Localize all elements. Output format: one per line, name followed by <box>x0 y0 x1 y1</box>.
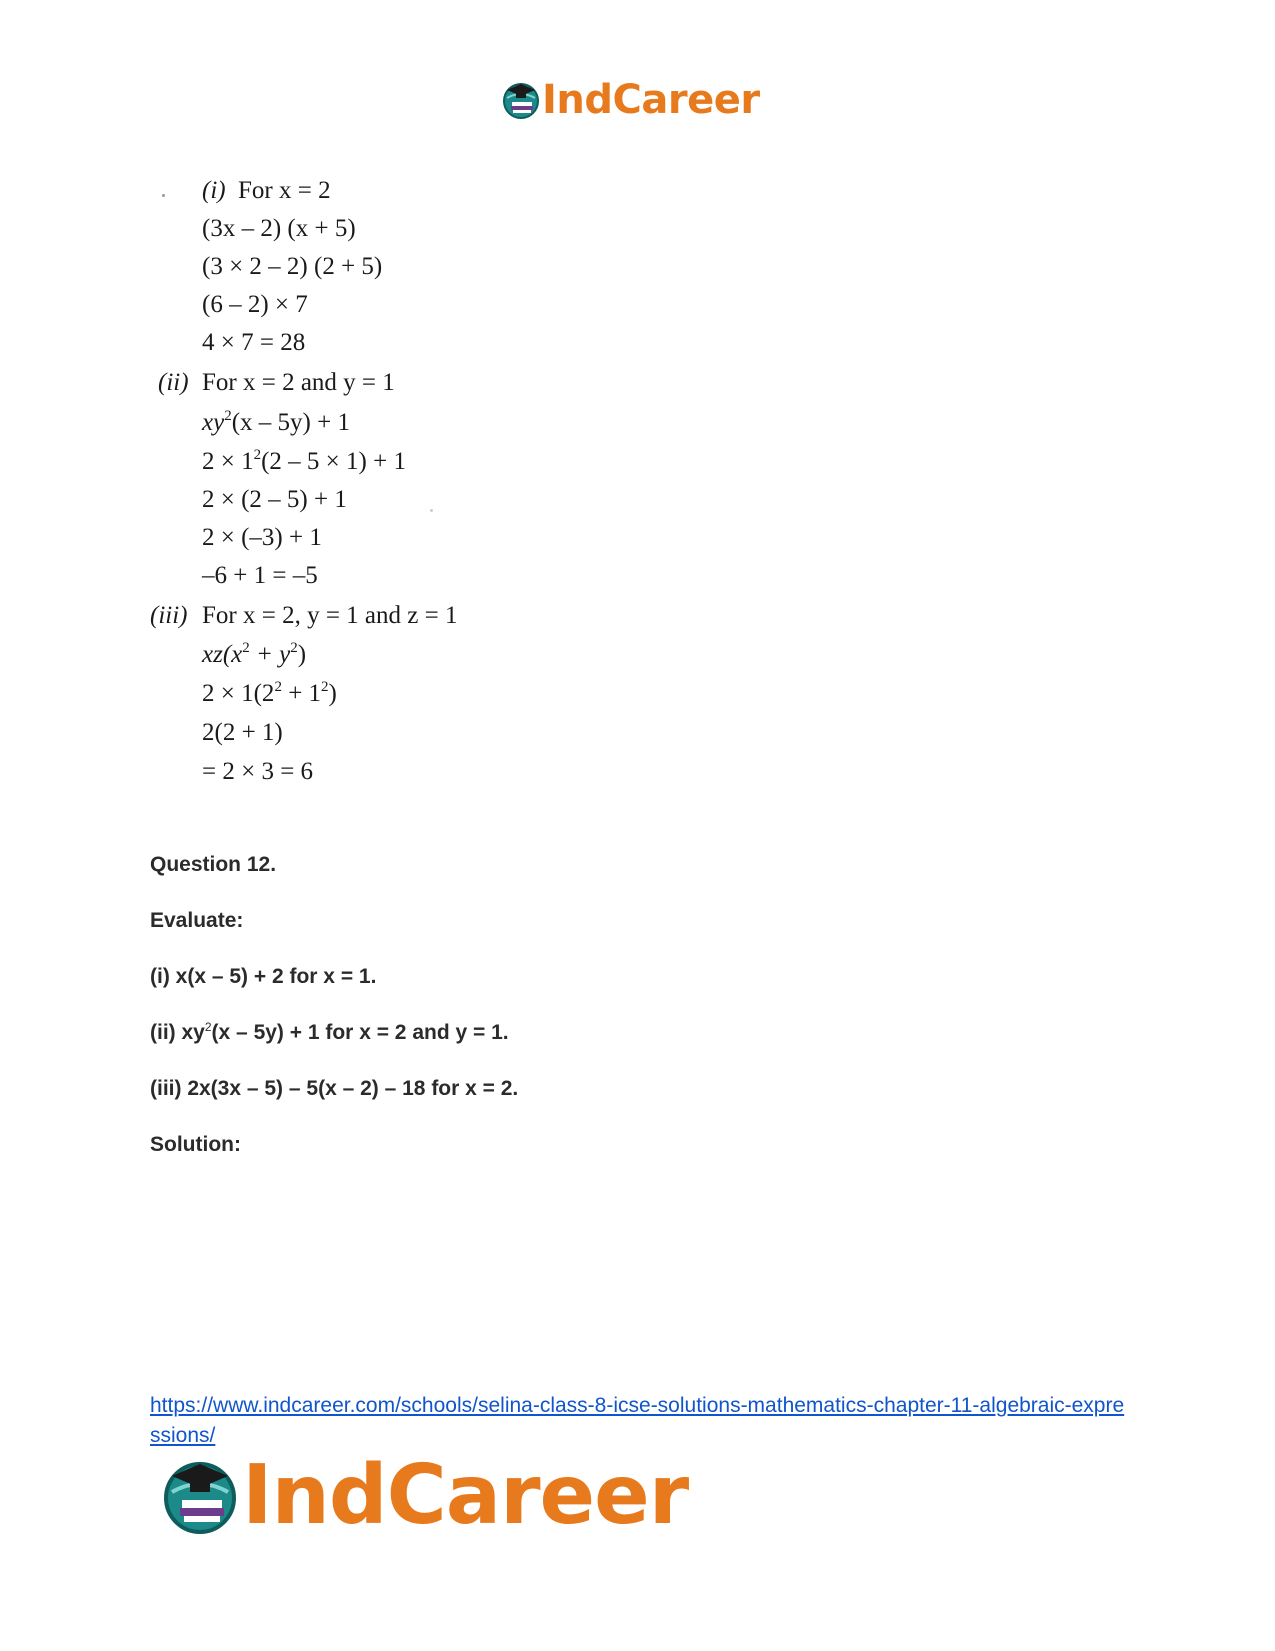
graduation-globe-icon <box>501 80 541 120</box>
question-prompt: Evaluate: <box>150 909 244 932</box>
question-part-ii <box>150 1021 509 1045</box>
math-fragment: ) <box>328 680 337 707</box>
part-iii-label: (iii) <box>150 602 188 629</box>
math-line <box>202 449 406 474</box>
scan-dot <box>430 509 433 512</box>
math-line: For x = 2 <box>238 177 331 204</box>
solution-label: Solution: <box>150 1133 241 1156</box>
math-fragment: 2 × 1 <box>202 448 254 475</box>
math-line: 4 × 7 = 28 <box>202 329 306 356</box>
indcareer-logo-header <box>501 77 760 123</box>
math-exponent: 2 <box>274 679 282 695</box>
math-line: –6 + 1 = –5 <box>202 562 318 589</box>
math-fragment: (2 – 5 × 1) + 1 <box>261 448 406 475</box>
math-fragment: xy <box>202 409 225 436</box>
math-exponent: 2 <box>253 447 262 463</box>
question-fragment: (ii) xy <box>150 1021 205 1044</box>
math-line: For x = 2, y = 1 and z = 1 <box>202 602 458 629</box>
question-title: Question 12. <box>150 853 277 876</box>
question-part-iii: (iii) 2x(3x – 5) – 5(x – 2) – 18 for x = 2. <box>150 1077 519 1100</box>
math-line: = 2 × 3 = 6 <box>202 758 314 785</box>
math-line: For x = 2 and y = 1 <box>202 369 395 396</box>
math-line <box>202 410 350 435</box>
math-exponent: 2 <box>321 679 329 695</box>
question-fragment: (x – 5y) + 1 for x = 2 and y = 1. <box>211 1021 509 1044</box>
math-line: (3x – 2) (x + 5) <box>202 215 356 242</box>
math-line: (3 × 2 – 2) (2 + 5) <box>202 253 383 280</box>
source-link[interactable]: https://www.indcareer.com/schools/selina-class-8-icse-solutions-mathematics-chapter-11-algebraic-expressions/ <box>150 1394 1125 1447</box>
part-ii-label: (ii) <box>158 369 189 396</box>
scan-dot <box>162 194 165 197</box>
math-fragment: (x – 5y) + 1 <box>231 409 350 436</box>
part-i-label: (i) <box>202 177 226 204</box>
indcareer-logo-footer <box>160 1448 689 1543</box>
question-exponent: 2 <box>204 1020 212 1034</box>
math-line <box>202 681 337 706</box>
brand-wordmark: IndCareer <box>542 77 760 123</box>
math-line <box>202 642 306 667</box>
math-exponent: 2 <box>242 640 250 656</box>
math-line: 2 × (–3) + 1 <box>202 524 322 551</box>
question-part-i: (i) x(x – 5) + 2 for x = 1. <box>150 965 377 988</box>
math-fragment: + 1 <box>281 680 322 707</box>
math-fragment: 2 × 1(2 <box>202 680 275 707</box>
math-fragment: ) <box>297 641 307 668</box>
math-fragment: + y <box>249 641 291 668</box>
brand-wordmark: IndCareer <box>242 1448 689 1543</box>
math-line: (6 – 2) × 7 <box>202 291 308 318</box>
math-fragment: xz(x <box>202 641 243 668</box>
math-line: 2(2 + 1) <box>202 719 283 746</box>
math-exponent: 2 <box>290 640 298 656</box>
graduation-globe-icon <box>160 1456 240 1536</box>
math-exponent: 2 <box>224 408 232 424</box>
math-line: 2 × (2 – 5) + 1 <box>202 486 347 513</box>
